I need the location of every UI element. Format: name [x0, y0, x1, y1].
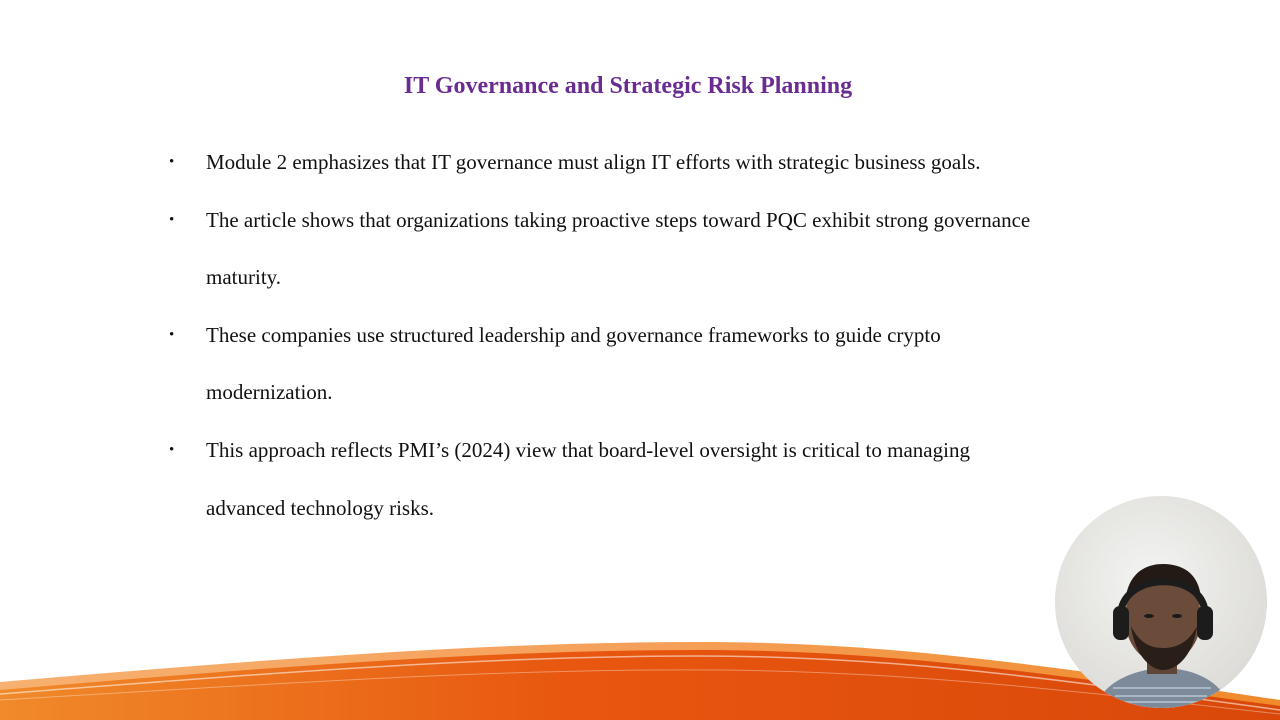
- bullet-item: [164, 307, 1044, 422]
- bullet-text: These companies use structured leadership and governance frameworks to guide crypto modernization.: [206, 322, 941, 405]
- bullet-item: [164, 422, 1044, 537]
- bullet-item: [164, 134, 1044, 192]
- bullet-text: Module 2 emphasizes that IT governance must align IT efforts with strategic business goals.: [206, 150, 981, 174]
- bullet-text: The article shows that organizations taking proactive steps toward PQC exhibit strong governance maturity.: [206, 207, 1031, 290]
- bullet-point-icon: •: [169, 441, 175, 458]
- bullet-point-icon: •: [169, 211, 175, 228]
- bullet-text: This approach reflects PMI’s (2024) view that board-level oversight is critical to managing advanced technology risks.: [206, 437, 970, 520]
- presenter-avatar: [1055, 496, 1267, 708]
- bullet-point-icon: •: [169, 326, 175, 343]
- bullet-list: [164, 134, 1044, 537]
- slide-title: IT Governance and Strategic Risk Planning: [403, 73, 853, 99]
- presenter-webcam-video: [1055, 496, 1267, 708]
- bullet-point-icon: •: [169, 154, 175, 170]
- bullet-item: [164, 192, 1044, 307]
